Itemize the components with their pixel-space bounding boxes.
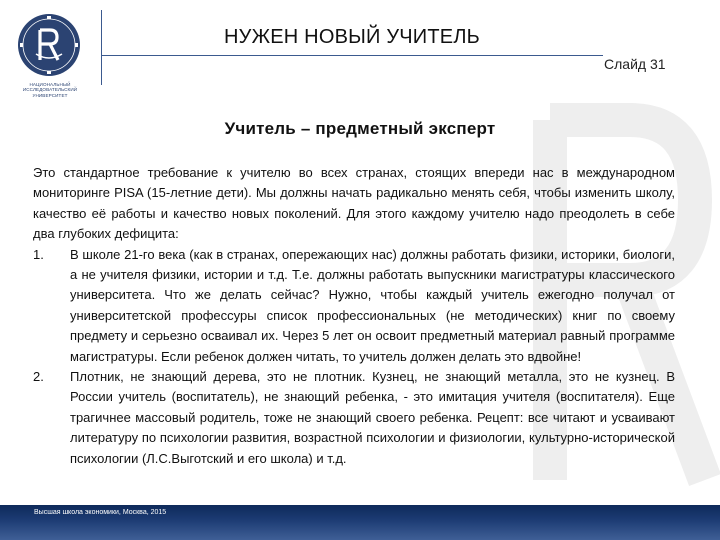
list-item-number: 2. — [33, 369, 44, 385]
footer-bar — [0, 505, 720, 540]
list-item-text: В школе 21-го века (как в странах, опережающих нас) должны работать физики, историки, биологи, а не учителя физики, истории и т.д. Т.е. должны работать выпускники магистратуры классического университета. Что же делать сейчас? Нужно, чтобы каждый учитель ежегодно получал от университетской профессуры список профессиональных (не методических) книг по своему предмету и серьезно осваивал их. Через 5 лет он освоит предметный материал равный программе магистратуры. Если ребенок должен читать, то учитель должен делать это вдвойне! — [70, 246, 675, 364]
header-horizontal-divider — [102, 55, 603, 56]
list-item — [33, 367, 675, 469]
footer-caption: Высшая школа экономики, Москва, 2015 — [34, 509, 167, 516]
hse-emblem-icon — [16, 12, 82, 78]
page-title: НУЖЕН НОВЫЙ УЧИТЕЛЬ — [224, 26, 480, 48]
slide-body — [33, 163, 675, 469]
list-item — [33, 245, 675, 367]
list-item-number: 1. — [33, 246, 44, 262]
list-item-text: Плотник, не знающий дерева, это не плотник. Кузнец, не знающий металла, это не кузнец. В России учитель (воспитатель), не знающий ребенка, - это имитация учителя (воспитателя). Еще трагичнее массовый родитель, тоже не знающий своего ребенка. Рецепт: все читают и усваивают литературу по психологии развития, возрастной психологии и физиологии, культурно-исторической психологии (Л.С.Выготский и его школа) и т.д. — [70, 369, 675, 466]
slide-number: Слайд 31 — [604, 56, 666, 72]
slide-subtitle: Учитель – предметный эксперт — [224, 119, 496, 138]
intro-paragraph: Это стандартное требование к учителю во всех странах, стоящих впереди нас в международном мониторинге PISA (15-летние дети). Мы должны начать радикально менять себя, чтобы изменить школу, качество её работы и качество новых поколений. Для этого каждому учителю надо преодолеть в себе два глубоких дефицита: — [33, 165, 675, 242]
logo-caption: НАЦИОНАЛЬНЫЙ ИССЛЕДОВАТЕЛЬСКИЙ УНИВЕРСИТЕТ — [22, 82, 78, 98]
hse-logo — [12, 12, 84, 98]
